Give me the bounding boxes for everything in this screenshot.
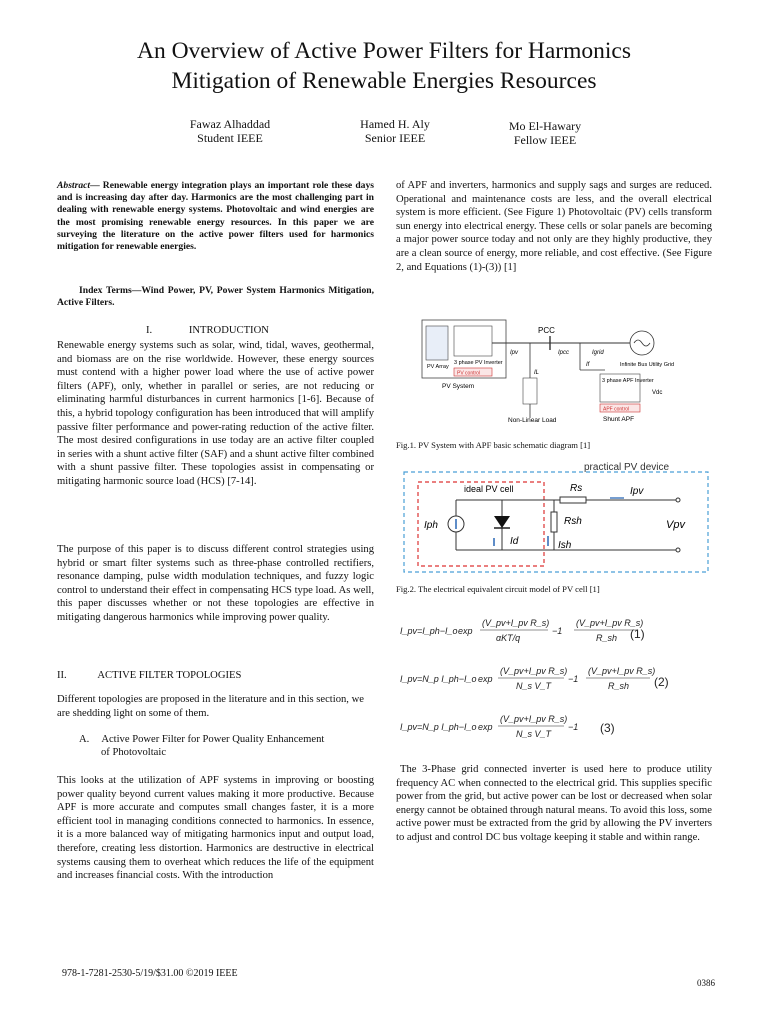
rsh-label: Rsh	[564, 516, 582, 527]
section-2-paragraph: Different topologies are proposed in the literature and in this section, we are shedding light on some of them.	[57, 694, 364, 719]
iph-label: Iph	[424, 520, 438, 531]
abstract	[57, 180, 374, 253]
equation-3-exp: exp	[478, 722, 493, 732]
pv-inverter-box	[454, 326, 492, 356]
figure-1-caption: Fig.1. PV System with APF basic schematic diagram [1]	[396, 440, 591, 450]
equation-3-lhs: I_pv=N_p I_ph−I_o	[400, 722, 477, 732]
section-title: INTRODUCTION	[188, 325, 269, 336]
figure-2-caption: Fig.2. The electrical equivalent circuit model of PV cell [1]	[396, 584, 600, 594]
title-line-1: An Overview of Active Power Filters for Harmonics	[136, 38, 632, 64]
vdc-label: Vdc	[652, 390, 663, 396]
equation-2-number: (2)	[654, 675, 669, 689]
equation-1-minus: −1	[552, 626, 563, 636]
equation-2-minus: −1	[568, 674, 579, 684]
author-name: Hamed H. Aly	[360, 117, 430, 131]
equation-3-numerator: (V_pv+I_pv R_s)	[500, 714, 568, 724]
right-paragraph-1: of APF and inverters, harmonics and supply sags and surges are reduced. Operational and maintenance costs are less, and the overall electrical system is more efficient. (See Figure 1) Photovoltaic (PV) cells transform sun energy into electrical energy. These cells or solar panels are becoming a major power source today and not only are they highly productive, they are a clean source of energy, more reliable, and cost effective. (See Figure 2, and Equations (1)-(3)) [1]	[396, 180, 712, 273]
if-label: If	[586, 362, 590, 368]
subsection-title-line-1: Active Power Filter for Power Quality Enhancement	[101, 734, 325, 745]
pcc-label: PCC	[538, 326, 555, 335]
ish-label: Ish	[558, 540, 572, 551]
section-1-heading	[146, 324, 386, 337]
apf-inverter-label: 3 phase APF Inverter	[602, 378, 654, 384]
subsection-a-heading	[79, 733, 379, 759]
pv-inverter-label: 3 phase PV Inverter	[454, 360, 503, 366]
pv-array-label: PV Array	[427, 364, 449, 370]
section-number: II.	[57, 670, 67, 681]
equation-2-numerator: (V_pv+I_pv R_s)	[500, 666, 568, 676]
il-label: IL	[534, 370, 540, 376]
index-terms: Index Terms—Wind Power, PV, Power System Harmonics Mitigation, Active Filters.	[57, 285, 374, 309]
ipcc-label: Ipcc	[558, 350, 570, 356]
equation-1-denominator: αKT/q	[496, 633, 521, 643]
section-title: ACTIVE FILTER TOPOLOGIES	[97, 670, 242, 681]
equation-3-denominator: N_s V_T	[516, 729, 552, 739]
subsection-a-paragraph: This looks at the utilization of APF systems in improving or boosting power quality beyond current values making it more productive. Because APF is more accurate and computes small changes faster, it is a more efficient tool in managing conditions connected to harmonics. In essence, it is a more balanced way of mitigating harmonics input and output load, therefore, creating less distortion. Harmonics are destructive in electrical systems causing them to overheat which reduces the life of the equipment and increases financial costs. With the introduction	[57, 775, 374, 882]
section-number: I.	[146, 325, 153, 336]
rs-label: Rs	[570, 483, 583, 494]
footer-isbn: 978-1-7281-2530-5/19/$31.00 ©2019 IEEE	[62, 968, 238, 979]
equation-2-rhs-den: R_sh	[608, 681, 630, 691]
right-paragraph-2: The 3-Phase grid connected inverter is used here to produce utility frequency AC when connected to the electrical grid. This supplies specific power from the grid, but active power can be lost or decreased when solar energy cannot be obtained through natural means. To avoid this loss, some active power must be extracted from the grid by allowing the PV inverters to adjust and control DC bus voltage keeping it stable and within range.	[396, 764, 712, 843]
equations-block	[396, 604, 716, 750]
equation-2-rhs-num: (V_pv+I_pv R_s)	[588, 666, 656, 676]
pv-array-icon	[426, 326, 448, 360]
ipv-label: Ipv	[630, 486, 644, 497]
author-name: Fawaz Alhaddad	[189, 117, 271, 131]
ipv-label: Ipv	[510, 350, 519, 356]
diode-icon	[494, 516, 510, 528]
author-1	[170, 117, 290, 145]
nonlinear-load-box	[523, 378, 537, 404]
equation-1-number: (1)	[630, 627, 645, 641]
equation-1-exp: exp	[458, 626, 473, 636]
id-label: Id	[510, 536, 519, 547]
equation-3-number: (3)	[600, 721, 615, 735]
author-role: Fellow IEEE	[513, 133, 577, 147]
equation-2-exp: exp	[478, 674, 493, 684]
vpv-label: Vpv	[666, 519, 685, 531]
shunt-apf-label: Shunt APF	[603, 416, 635, 423]
rs-resistor	[560, 497, 586, 503]
equation-1-rhs-den: R_sh	[596, 633, 618, 643]
author-role: Senior IEEE	[364, 131, 426, 145]
pv-system-label: PV System	[442, 383, 475, 390]
author-role: Student IEEE	[197, 131, 263, 145]
equation-1-numerator: (V_pv+I_pv R_s)	[482, 618, 550, 628]
intro-paragraph-1: Renewable energy systems such as solar, wind, tidal, waves, geothermal, and biomass are on the rise worldwide. However, these energy sources must contend with a higher power load where the use of active power filters (APF), only, whether in parallel or series, are not reducing or eliminating harmful disturbances in current harmonics [1-6]. Because of this, a hybrid topology configuration has been introduced that will amplify passive filter performance and power-rating reduction of the active filter. The most desired configurations in use today are an active filter coupled in series with a shunt active filter (SAF) and a shunt active filter combined with a shunt passive filter. These topologies assist in compensating or mitigating harmonic source load (HCS) [7-14].	[57, 340, 374, 487]
plus-terminal	[676, 498, 680, 502]
author-2	[335, 117, 455, 145]
section-2-heading	[57, 669, 374, 682]
author-name: Mo El-Hawary	[508, 119, 582, 133]
abstract-label: Abstract	[57, 180, 91, 191]
paper-title	[0, 36, 768, 96]
apf-control-label: APF control	[603, 406, 630, 413]
practical-label: practical PV device	[584, 462, 670, 473]
intro-paragraph-2: The purpose of this paper is to discuss different control strategies using hybrid or smart filter systems such as three-phase controlled rectifiers, resonance damping, pulse width modulation techniques, and fuzzy logic control to understand their effect in compensating HCS type load. As well, this paper discusses whether or not these topologies are effective in mitigating dangerous harmonics while improving power quality.	[57, 544, 374, 623]
figure-2-circuit	[398, 458, 714, 578]
abstract-text: — Renewable energy integration plays an important role these days and is increasing day after day. Harmonics are the most challenging part in dealing with renewable energy systems. Photovoltaic and wind energies are the most promising renewable energy resources. In this paper we are surveying the literature on the active power filters used for harmonics mitigation for renewable energies.	[57, 180, 374, 253]
rsh-resistor	[551, 512, 557, 532]
minus-terminal	[676, 548, 680, 552]
grid-label: Infinite Bus Utility Grid	[620, 362, 675, 368]
page-number: 0386	[697, 978, 715, 988]
equation-2-denominator: N_s V_T	[516, 681, 552, 691]
figure-1-schematic	[420, 318, 680, 428]
ideal-label: ideal PV cell	[464, 484, 514, 494]
equation-1-rhs-num: (V_pv+I_pv R_s)	[576, 618, 644, 628]
pv-control-label: PV control	[457, 370, 481, 377]
igrid-label: Igrid	[592, 350, 604, 356]
author-3	[485, 119, 605, 147]
subsection-title-line-2: of Photovoltaic	[101, 747, 167, 758]
equation-2-lhs: I_pv=N_p I_ph−I_o	[400, 674, 477, 684]
equation-3-minus: −1	[568, 722, 579, 732]
title-line-2: Mitigation of Renewable Energies Resources	[171, 68, 597, 94]
subsection-number: A.	[79, 734, 90, 745]
load-label: Non-Linear Load	[508, 417, 557, 424]
equation-1-lhs: I_pv=I_ph−I_o	[400, 626, 458, 636]
